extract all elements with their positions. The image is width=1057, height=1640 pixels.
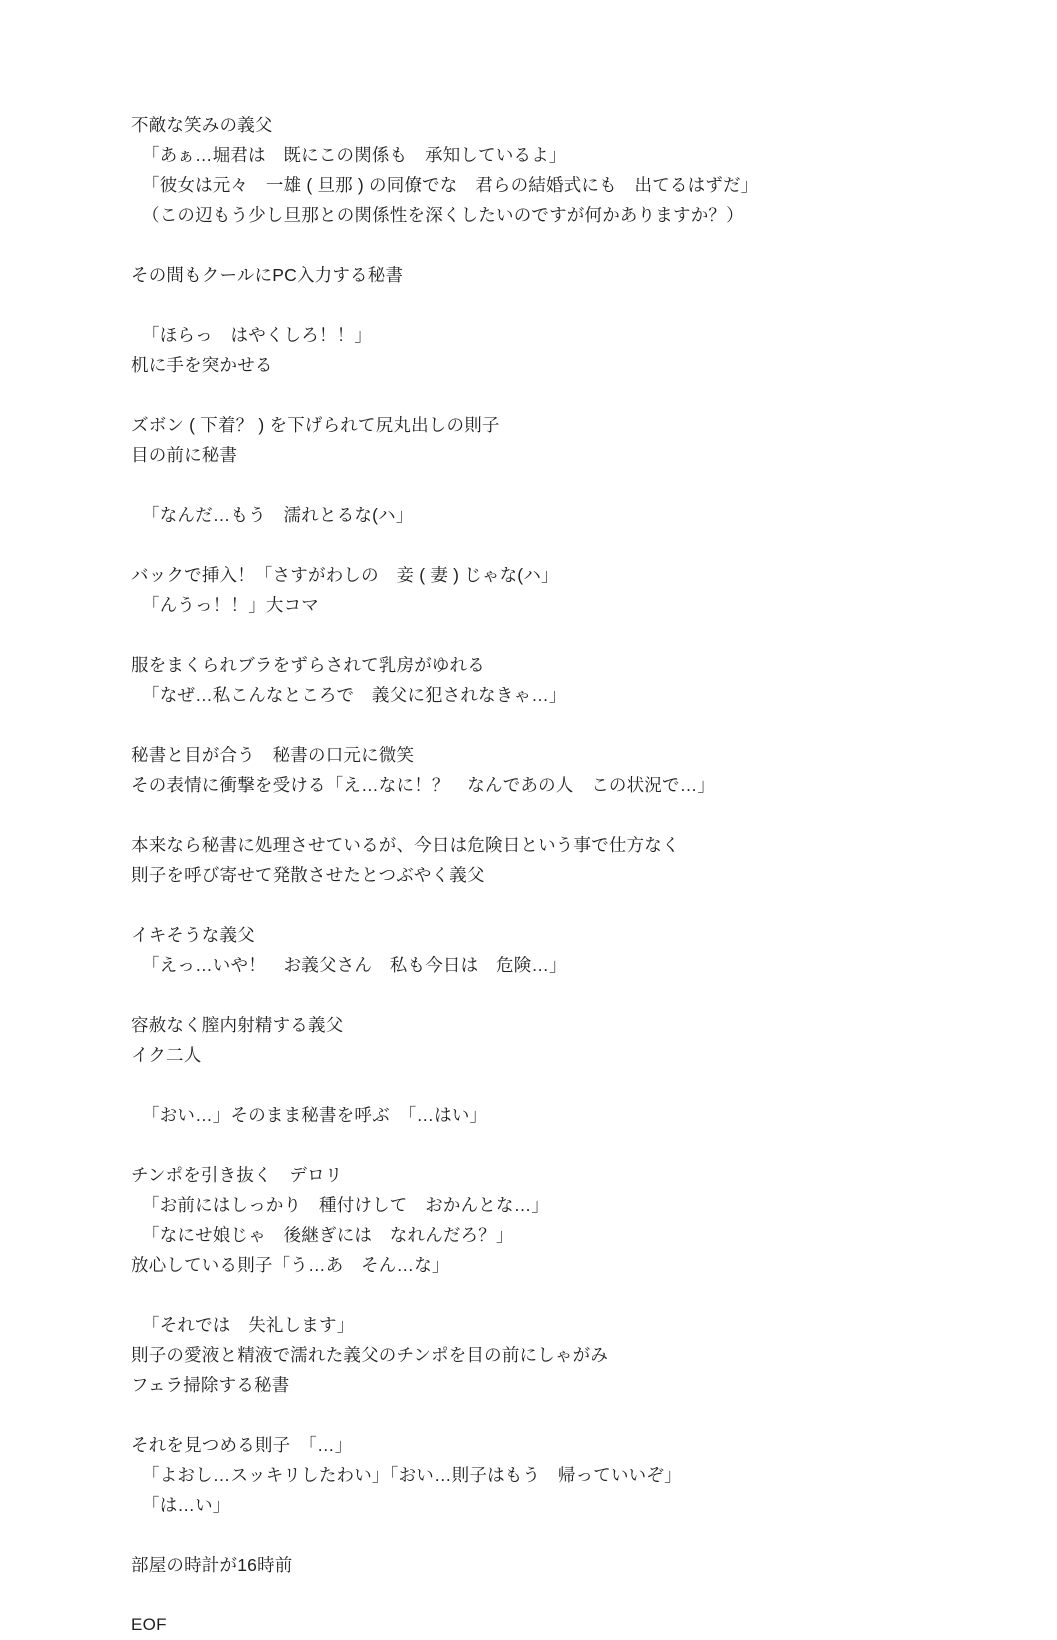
paragraph-spacer <box>131 1130 927 1160</box>
text-paragraph <box>131 560 927 620</box>
text-line: 机に手を突かせる <box>131 355 273 375</box>
text-paragraph <box>131 110 927 230</box>
paragraph-spacer <box>131 230 927 260</box>
paragraph-spacer <box>131 470 927 500</box>
text-paragraph <box>131 1310 927 1400</box>
text-line: その間もクールにPC入力する秘書 <box>131 265 404 285</box>
paragraph-spacer <box>131 1580 927 1610</box>
text-line: 本来なら秘書に処理させているが、今日は危険日という事で仕方なく <box>131 835 680 855</box>
text-line: 放心している則子「う…あ そん…な」 <box>131 1255 450 1275</box>
text-line: 「は…い」 <box>142 1495 231 1515</box>
paragraph-spacer <box>131 980 927 1010</box>
text-line: ズボン ( 下着？ ) を下げられて尻丸出しの則子 <box>131 415 500 435</box>
text-line: 「なぜ…私こんなところで 義父に犯されなきゃ…」 <box>142 685 567 705</box>
text-line: チンポを引き抜く デロリ <box>131 1165 343 1185</box>
text-line: それを見つめる則子 「…」 <box>131 1435 353 1455</box>
text-line: フェラ掃除する秘書 <box>131 1375 290 1395</box>
text-line: 則子の愛液と精液で濡れた義父のチンポを目の前にしゃがみ <box>131 1345 609 1365</box>
text-line: 容赦なく膣内射精する義父 <box>131 1015 344 1035</box>
paragraph-spacer <box>131 290 927 320</box>
text-line: 「なんだ…もう 濡れとるな(ハ」 <box>142 505 414 525</box>
text-line: 「彼女は元々 一雄 ( 旦那 ) の同僚でな 君らの結婚式にも 出てるはずだ」 <box>142 175 759 195</box>
paragraph-spacer <box>131 530 927 560</box>
text-paragraph <box>131 1550 927 1580</box>
text-line: 「おい…」そのまま秘書を呼ぶ 「…はい」 <box>142 1105 488 1125</box>
text-paragraph <box>131 320 927 380</box>
paragraph-spacer <box>131 890 927 920</box>
text-line: 服をまくられブラをずらされて乳房がゆれる <box>131 655 485 675</box>
text-line: イク二人 <box>131 1045 202 1065</box>
text-line: 則子を呼び寄せて発散させたとつぶやく義父 <box>131 865 485 885</box>
text-paragraph <box>131 830 927 890</box>
text-line: 不敵な笑みの義父 <box>131 115 273 135</box>
paragraph-spacer <box>131 1070 927 1100</box>
paragraph-spacer <box>131 620 927 650</box>
text-paragraph <box>131 500 927 530</box>
text-line: イキそうな義父 <box>131 925 255 945</box>
paragraph-spacer <box>131 1280 927 1310</box>
text-line: 「えっ…いや！ お義父さん 私も今日は 危険…」 <box>142 955 567 975</box>
document-text-body <box>131 110 927 1640</box>
text-line: 目の前に秘書 <box>131 445 238 465</box>
text-paragraph <box>131 920 927 980</box>
text-line: 「ほらっ はやくしろ！！」 <box>142 325 373 345</box>
text-paragraph <box>131 260 927 290</box>
paragraph-spacer <box>131 380 927 410</box>
text-line: 「よおし…スッキリしたわい」「おい…則子はもう 帰っていいぞ」 <box>142 1465 682 1485</box>
text-line: 「なにせ娘じゃ 後継ぎには なれんだろ？」 <box>142 1225 514 1245</box>
text-line: （この辺もう少し旦那との関係性を深くしたいのですが何かありますか？） <box>142 205 744 225</box>
paragraph-spacer <box>131 710 927 740</box>
text-paragraph <box>131 1010 927 1070</box>
text-line: 「それでは 失礼します」 <box>142 1315 355 1335</box>
text-line: 「お前にはしっかり 種付けして おかんとな…」 <box>142 1195 550 1215</box>
text-line: その表情に衝撃を受ける「え…なに！？ なんであの人 この状況で…」 <box>131 775 716 795</box>
text-line: 部屋の時計が16時前 <box>131 1555 293 1575</box>
text-paragraph <box>131 1100 927 1130</box>
text-line: 「あぁ…堀君は 既にこの関係も 承知しているよ」 <box>142 145 567 165</box>
text-paragraph <box>131 650 927 710</box>
text-paragraph <box>131 740 927 800</box>
text-paragraph <box>131 1610 927 1640</box>
text-paragraph <box>131 1160 927 1280</box>
text-paragraph <box>131 1430 927 1520</box>
text-line: バックで挿入！「さすがわしの 妾 ( 妻 ) じゃな(ハ」 <box>131 565 559 585</box>
eof-marker: EOF <box>131 1615 167 1634</box>
text-line: 秘書と目が合う 秘書の口元に微笑 <box>131 745 415 765</box>
paragraph-spacer <box>131 800 927 830</box>
paragraph-spacer <box>131 1400 927 1430</box>
text-paragraph <box>131 410 927 470</box>
paragraph-spacer <box>131 1520 927 1550</box>
text-line: 「んうっ！！」大コマ <box>142 595 319 615</box>
